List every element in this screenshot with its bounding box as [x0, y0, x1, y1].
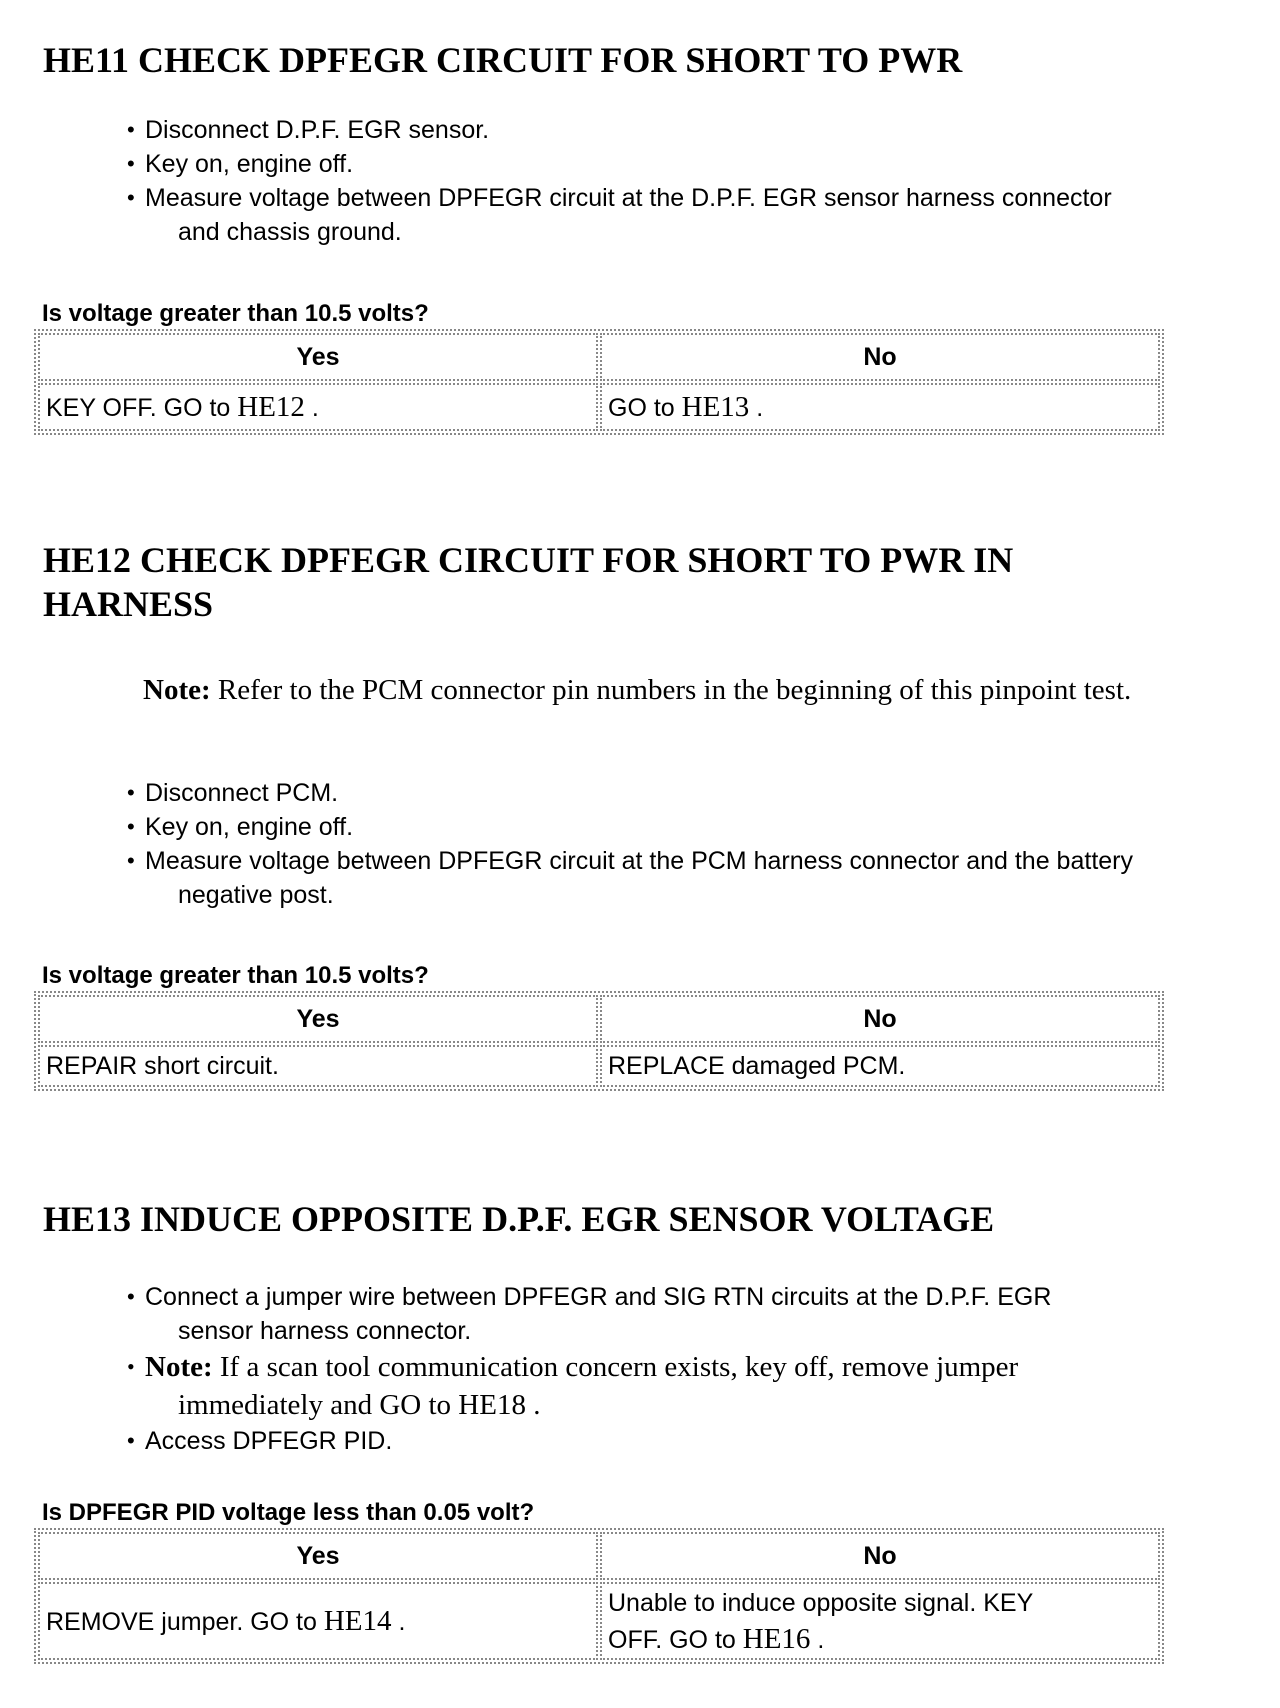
no-header: No: [600, 1532, 1160, 1580]
yes-cell: KEY OFF. GO to HE12 .: [38, 383, 598, 431]
no-cell: GO to HE13 .: [600, 383, 1160, 431]
step-list: [0, 113, 1112, 249]
step-list: [0, 1280, 1051, 1458]
list-item: • Disconnect PCM.: [0, 776, 1133, 810]
link-he16[interactable]: HE16: [742, 1622, 811, 1655]
list-item: • Connect a jumper wire between DPFEGR and SIG RTN circuits at the D.P.F. EGR sensor harness connector.: [0, 1280, 1051, 1348]
question: Is DPFEGR PID voltage less than 0.05 volt?: [42, 1499, 535, 1526]
bullet-icon: •: [127, 1354, 135, 1379]
list-item: • Note: If a scan tool communication concern exists, key off, remove jumper immediately and GO to HE18 .: [0, 1348, 1051, 1424]
step-list: [0, 776, 1133, 912]
bullet-icon: •: [127, 780, 135, 805]
list-item: • Disconnect D.P.F. EGR sensor.: [0, 113, 1112, 147]
yes-cell: REPAIR short circuit.: [38, 1045, 598, 1087]
bullet-icon: •: [127, 1284, 135, 1309]
question: Is voltage greater than 10.5 volts?: [42, 300, 429, 327]
result-table: [34, 1528, 1164, 1664]
no-cell: Unable to induce opposite signal. KEY OFF. GO to HE16 .: [600, 1582, 1160, 1660]
bullet-icon: •: [127, 814, 135, 839]
yes-header: Yes: [38, 995, 598, 1043]
result-table: [34, 329, 1164, 435]
yes-cell: REMOVE jumper. GO to HE14 .: [38, 1582, 598, 1660]
question: Is voltage greater than 10.5 volts?: [42, 962, 429, 989]
link-he18[interactable]: HE18: [458, 1389, 526, 1421]
section-title: HE13 INDUCE OPPOSITE D.P.F. EGR SENSOR VOLTAGE: [43, 1199, 995, 1239]
bullet-icon: •: [127, 185, 135, 210]
list-item: • Key on, engine off.: [0, 810, 1133, 844]
yes-header: Yes: [38, 1532, 598, 1580]
bullet-icon: •: [127, 117, 135, 142]
list-item: • Measure voltage between DPFEGR circuit at the PCM harness connector and the battery negative post.: [0, 844, 1133, 912]
list-item: • Access DPFEGR PID.: [0, 1424, 1051, 1458]
bullet-icon: •: [127, 151, 135, 176]
section-title: HE12 CHECK DPFEGR CIRCUIT FOR SHORT TO PWR IN HARNESS: [43, 540, 1014, 624]
no-cell: REPLACE damaged PCM.: [600, 1045, 1160, 1087]
link-he14[interactable]: HE14: [323, 1604, 392, 1637]
no-header: No: [600, 333, 1160, 381]
link-he13[interactable]: HE13: [681, 390, 750, 423]
bullet-icon: •: [127, 1428, 135, 1453]
list-item: • Key on, engine off.: [0, 147, 1112, 181]
no-header: No: [600, 995, 1160, 1043]
list-item: • Measure voltage between DPFEGR circuit at the D.P.F. EGR sensor harness connector and chassis ground.: [0, 181, 1112, 249]
section-title: HE11 CHECK DPFEGR CIRCUIT FOR SHORT TO PWR: [43, 40, 963, 80]
link-he12[interactable]: HE12: [237, 390, 305, 423]
bullet-icon: •: [127, 848, 135, 873]
yes-header: Yes: [38, 333, 598, 381]
result-table: [34, 991, 1164, 1091]
note: Note: Refer to the PCM connector pin numbers in the beginning of this pinpoint test.: [143, 674, 1132, 706]
